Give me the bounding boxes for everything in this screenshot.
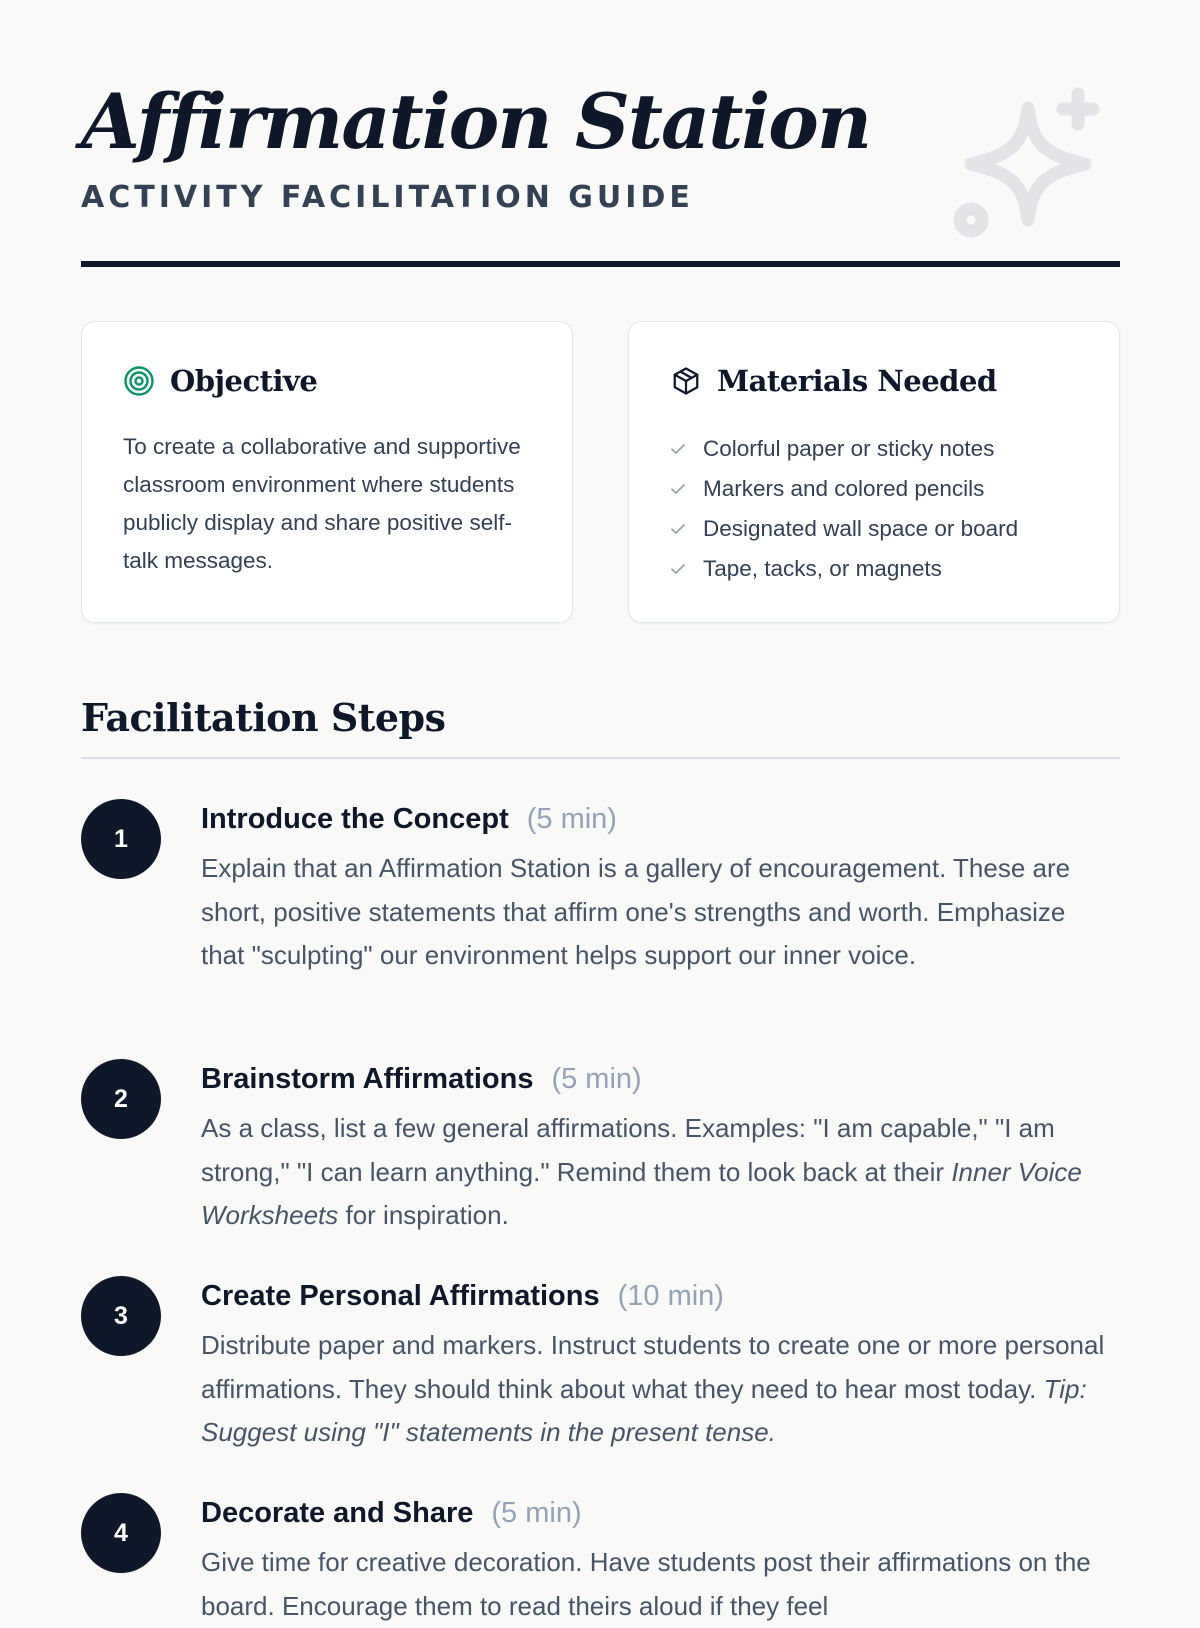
- list-item: [670, 509, 1018, 549]
- step-title: Create Personal Affirmations: [201, 1280, 600, 1312]
- list-item: [670, 549, 1018, 589]
- header-divider: [81, 261, 1120, 267]
- step-number-badge: 1: [81, 799, 161, 879]
- step-description-text: As a class, list a few general affirmations. Examples: "I am capable," "I am strong," "I can learn anything." Remind them to look back at their: [201, 1113, 1055, 1187]
- step-header: [201, 1497, 582, 1530]
- check-icon: [670, 560, 688, 578]
- materials-card-header: [670, 364, 997, 398]
- materials-card: [628, 321, 1120, 623]
- step-description-tail: for inspiration.: [338, 1200, 509, 1230]
- step-title: Introduce the Concept: [201, 803, 509, 835]
- sparkles-icon: [953, 86, 1103, 236]
- step-tip: Tip: Suggest using "I" statements in the present tense.: [201, 1373, 1087, 1447]
- package-icon: [670, 365, 702, 397]
- step-header: [201, 1280, 724, 1313]
- materials-title: Materials Needed: [717, 364, 997, 398]
- material-item-label: Designated wall space or board: [703, 516, 1019, 541]
- step-description-text: Distribute paper and markers. Instruct students to create one or more personal affirmations. They should think about what they need to hear most today.: [201, 1330, 1105, 1404]
- step-header: [201, 1063, 642, 1096]
- material-item-label: Colorful paper or sticky notes: [703, 436, 995, 461]
- material-item-label: Tape, tacks, or magnets: [703, 556, 942, 581]
- step-duration: (5 min): [491, 1497, 582, 1529]
- step-description-emphasis: Inner Voice Worksheets: [201, 1156, 1082, 1230]
- step-description: [201, 1324, 1106, 1455]
- list-item: [670, 469, 1018, 509]
- objective-title: Objective: [170, 364, 318, 398]
- page-title: Affirmation Station: [81, 77, 871, 166]
- step-title: Decorate and Share: [201, 1497, 474, 1529]
- step-header: [201, 803, 617, 836]
- objective-card: [81, 321, 573, 623]
- step-title: Brainstorm Affirmations: [201, 1063, 534, 1095]
- material-item-label: Markers and colored pencils: [703, 476, 985, 501]
- step-description: Explain that an Affirmation Station is a gallery of encouragement. These are short, positive statements that affirm one's strengths and worth. Emphasize that "sculpting" our environment helps support our inner voice.: [201, 853, 1071, 970]
- objective-text: To create a collaborative and supportive classroom environment where students publicly display and share positive self-talk messages.: [123, 434, 521, 573]
- check-icon: [670, 440, 688, 458]
- check-icon: [670, 480, 688, 498]
- section-heading: Facilitation Steps: [81, 695, 446, 740]
- objective-card-header: [123, 364, 317, 398]
- step-duration: (5 min): [526, 803, 617, 835]
- document-header: [81, 70, 1120, 270]
- step-number-badge: 2: [81, 1059, 161, 1139]
- step-number-badge: 4: [81, 1493, 161, 1573]
- step-duration: (10 min): [617, 1280, 724, 1312]
- step-number-badge: 3: [81, 1276, 161, 1356]
- document-page: [81, 0, 1120, 1621]
- step-description: [201, 1107, 1106, 1238]
- step-duration: (5 min): [551, 1063, 642, 1095]
- step-description: Give time for creative decoration. Have students post their affirmations on the board. Encourage them to read theirs aloud if they feel: [201, 1547, 1091, 1621]
- check-icon: [670, 520, 688, 538]
- page-subtitle: ACTIVITY FACILITATION GUIDE: [81, 180, 694, 215]
- list-item: [670, 429, 1018, 469]
- materials-list: [670, 429, 1018, 589]
- target-icon: [123, 365, 155, 397]
- section-divider: [81, 757, 1120, 759]
